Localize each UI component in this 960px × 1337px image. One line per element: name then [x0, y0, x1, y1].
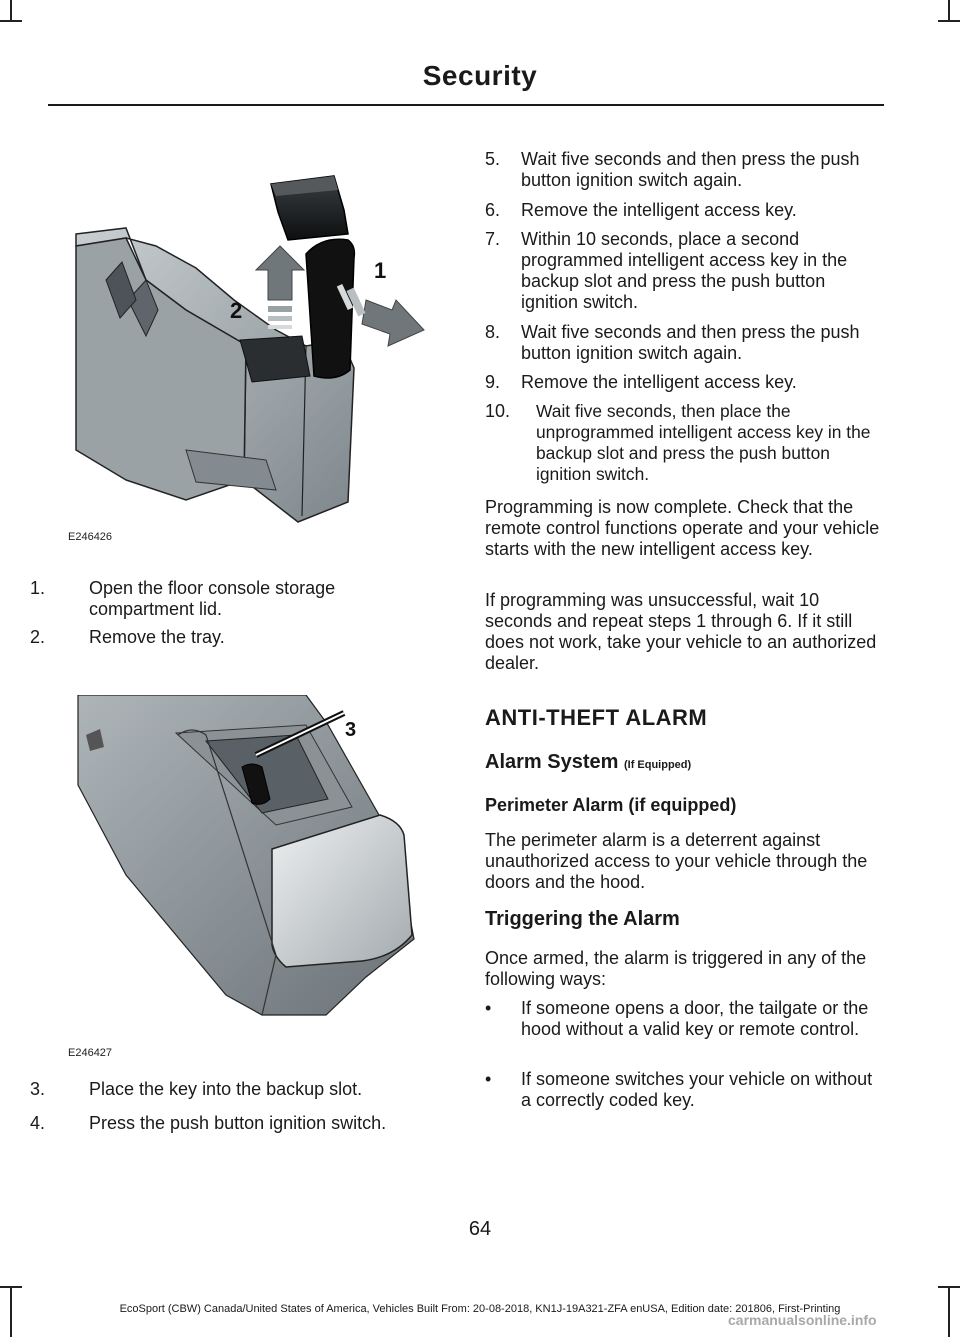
watermark: carmanualsonline.info	[728, 1312, 877, 1328]
crop-mark-top-right-v	[948, 0, 950, 22]
step-number: 10.	[485, 401, 511, 421]
crop-mark-bottom-right-h	[938, 1286, 960, 1288]
bullet-text: If someone switches your vehicle on without a correctly coded key.	[521, 1069, 873, 1110]
step-6	[485, 200, 885, 221]
paragraph-programming-complete: Programming is now complete. Check that the remote control functions operate and your vehicle starts with the new intelligent access key.	[485, 497, 880, 559]
crop-mark-top-left-h	[0, 20, 22, 22]
callout-3: 3	[345, 719, 357, 741]
footer-edition-info: EcoSport (CBW) Canada/United States of America, Vehicles Built From: 20-08-2018, KN1J-19A321-ZFA enUSA, Edition date: 201806, First-Printing	[119, 1303, 841, 1315]
step-10	[485, 401, 885, 485]
step-1	[30, 578, 440, 620]
step-4	[30, 1113, 450, 1134]
bullet-item	[485, 998, 885, 1040]
heading-anti-theft-alarm: ANTI-THEFT ALARM	[485, 705, 708, 730]
step-text: Wait five seconds and then press the push button ignition switch again.	[521, 322, 860, 363]
header-divider	[48, 104, 884, 106]
bullet-item	[485, 1069, 885, 1111]
crop-mark-bottom-left-h	[0, 1286, 22, 1288]
figure-backup-slot	[66, 695, 446, 1045]
step-text: Remove the tray.	[89, 627, 225, 647]
step-text: Place the key into the backup slot.	[89, 1079, 363, 1099]
step-number: 8.	[485, 322, 501, 342]
step-text: Within 10 seconds, place a second programmed intelligent access key in the backup slot and press the push button ignition switch.	[521, 229, 848, 312]
step-text: Remove the intelligent access key.	[521, 372, 797, 392]
step-7	[485, 229, 885, 313]
bullet-text: If someone opens a door, the tailgate or the hood without a valid key or remote control.	[521, 998, 869, 1039]
step-number: 7.	[485, 229, 501, 249]
heading-triggering-alarm: Triggering the Alarm	[485, 908, 680, 930]
heading-alarm-system-note: (If Equipped)	[623, 759, 692, 771]
figure-id-1: E246426	[68, 531, 113, 543]
callout-2: 2	[230, 298, 243, 323]
step-text: Remove the intelligent access key.	[521, 200, 797, 220]
heading-alarm-system-text: Alarm System	[485, 751, 619, 773]
step-5	[485, 149, 885, 191]
page-number: 64	[468, 1218, 492, 1240]
paragraph-alarm-armed: Once armed, the alarm is triggered in any of the following ways:	[485, 948, 867, 989]
page-title: Security	[422, 60, 538, 91]
step-9	[485, 372, 885, 393]
paragraph-perimeter-alarm: The perimeter alarm is a deterrent against unauthorized access to your vehicle through the doors and the hood.	[485, 830, 868, 892]
heading-alarm-system	[485, 751, 691, 774]
callout-1: 1	[374, 258, 387, 283]
heading-perimeter-alarm: Perimeter Alarm (if equipped)	[485, 795, 737, 815]
figure-id-2: E246427	[68, 1047, 113, 1059]
step-number: 1.	[30, 578, 46, 598]
step-number: 6.	[485, 200, 501, 220]
console-tray-illustration	[66, 150, 446, 550]
figure-console-tray	[66, 150, 446, 550]
crop-mark-top-right-h	[938, 20, 960, 22]
step-3	[30, 1079, 450, 1100]
step-number: 5.	[485, 149, 501, 169]
step-number: 9.	[485, 372, 501, 392]
step-text: Press the push button ignition switch.	[89, 1113, 387, 1133]
step-number: 4.	[30, 1113, 46, 1133]
step-text: Open the floor console storage compartment lid.	[89, 578, 336, 619]
step-text: Wait five seconds and then press the push button ignition switch again.	[521, 149, 860, 190]
bullet-marker: •	[485, 998, 492, 1018]
bullet-marker: •	[485, 1069, 492, 1089]
crop-mark-top-left-v	[10, 0, 12, 22]
step-text: Wait five seconds, then place the unprogrammed intelligent access key in the backup slot and press the push button ignition switch.	[536, 401, 871, 484]
step-2	[30, 627, 440, 648]
step-8	[485, 322, 885, 364]
step-number: 2.	[30, 627, 46, 647]
step-number: 3.	[30, 1079, 46, 1099]
paragraph-programming-unsuccessful: If programming was unsuccessful, wait 10 seconds and repeat steps 1 through 6. If it still does not work, take your vehicle to an authorized dealer.	[485, 590, 877, 673]
backup-slot-illustration	[66, 695, 446, 1045]
